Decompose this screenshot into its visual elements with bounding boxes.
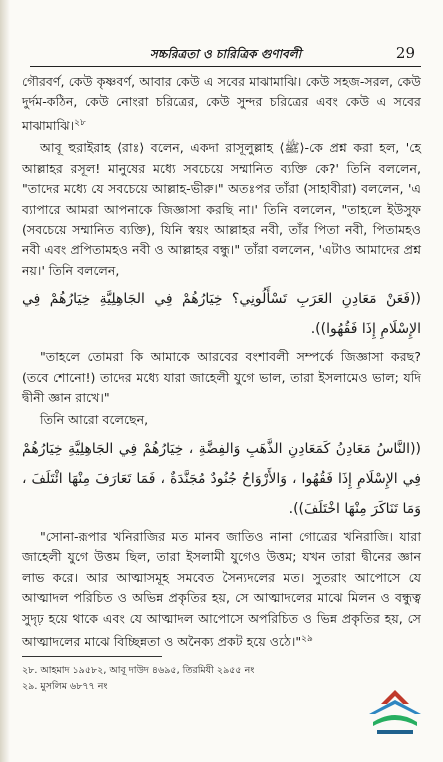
paragraph-5	[22, 527, 421, 653]
footnote-divider	[22, 656, 162, 657]
publisher-logo-icon	[363, 686, 427, 742]
page-body	[22, 72, 421, 655]
page-gutter-shadow	[0, 0, 10, 762]
page-number: 29	[395, 44, 415, 62]
footnote-28: ২৮. আহমাদ ১৯৫৮২, আবূ দাউদ ৪৬৯৫, তিরমিযী ২৯৫৫ নং	[22, 665, 255, 676]
footnote-29: ২৯. মুসলিম ৬৮৭৭ নং	[22, 681, 108, 692]
paragraph-3: "তাহলে তোমরা কি আমাকে আরবের বংশাবলী সম্পর্কে জিজ্ঞাসা করছ? (তবে শোনো!) তাদের মধ্যে যারা জাহেলী যুগে ভাল, তারা ইসলামেও ভাল; যদি দ্বীনী জ্ঞান রাখে।"	[22, 349, 421, 406]
paragraph-1-text: গৌরবর্ণ, কেউ কৃষ্ণবর্ণ, আবার কেউ এ সবের মাঝামাঝি। কেউ সহজ-সরল, কেউ দুর্দম-কঠিন, কেউ নোংরা চরিত্রের, কেউ সুন্দর চরিত্রের এবং কেউ এ সবের মাঝামাঝি।	[22, 74, 421, 133]
paragraph-4: তিনি আরো বলেছেন,	[40, 412, 149, 428]
running-head: সচ্চরিত্রতা ও চারিত্রিক গুণাবলী	[149, 47, 302, 61]
footnote-ref-28: ২৮	[74, 117, 86, 128]
paragraph-5-text: "সোনা-রূপার খনিরাজির মত মানব জাতিও নানা গোত্রের খনিরাজি। যারা জাহেলী যুগে উত্তম ছিল, তারা ইসলামী যুগেও উত্তম; যখন তারা দ্বীনের জ্ঞান লাভ করে। আর আত্মাসমূহ সমবেত সৈন্যদলের মত। সুতরাং আপোসে যে আত্মাদল পরিচিত ও অভিন্ন প্রকৃতির হয়, সে আত্মাদলের মাঝে মিলন ও বন্ধুত্ব সুদৃঢ় হয়ে থাকে এবং যে আত্মাদল আপোসে অপরিচিত ও ভিন্ন প্রকৃতির হয়, সে আত্মাদলের মাঝে বিচ্ছিন্নতা ও অনৈক্য প্রকট হয়ে ওঠে।"	[22, 528, 421, 650]
footnote-ref-29: ২৯	[301, 633, 313, 644]
arabic-hadith-1: ((فَعَنْ مَعَادِنِ العَرَبِ تَسْأَلُونِي؟ خِيَارُهُمْ فِي الجَاهِلِيَّةِ خِيَارُهُمْ فِي الإِسْلَامِ إِذَا فَقُهُوا)).	[22, 291, 421, 338]
arabic-hadith-2: ((النَّاسُ مَعَادِنُ كَمَعَادِنِ الذَّهَبِ وَالفِضَّةِ ، خِيَارُهُمْ فِي الجَاهِلِيَّةِ خِيَارُهُمْ فِي الإِسْلَامِ إِذَا فَقُهُوا ، وَالأَرْوَاحُ جُنُودٌ مُجَنَّدَةٌ ، فَمَا تَعَارَفَ مِنْهَا ائْتَلَفَ ، وَمَا تَنَاكَرَ مِنْهَا اخْتَلَفَ)).	[22, 440, 421, 517]
page-header	[30, 44, 421, 67]
paragraph-1	[22, 72, 421, 136]
footnotes	[22, 663, 353, 695]
paragraph-2: আবূ হুরাইরাহ ⟨রাঃ⟩ বলেন, একদা রাসূলুল্লাহ ⟨ﷺ⟩-কে প্রশ্ন করা হল, 'হে আল্লাহর রসূল! মানুষের মধ্যে সবচেয়ে সম্মানিত ব্যক্তি কে?' তিনি বললেন, "তাদের মধ্যে যে সবচেয়ে আল্লাহ-ভীরু।" অতঃপর তাঁরা (সাহাবীরা) বললেন, 'এ ব্যাপারে আমরা আপনাকে জিজ্ঞাসা করছি না।' তিনি বললেন, "তাহলে ইউসুফ (সবচেয়ে সম্মানিত ব্যক্তি), যিনি স্বয়ং আল্লাহর নবী, তাঁর পিতা নবী, পিতামহও নবী এবং প্রপিতামহও নবী ও আল্লাহর বন্ধু।" তাঁরা বললেন, 'এটাও আমাদের প্রশ্ন নয়।' তিনি বললেন,	[22, 140, 421, 278]
